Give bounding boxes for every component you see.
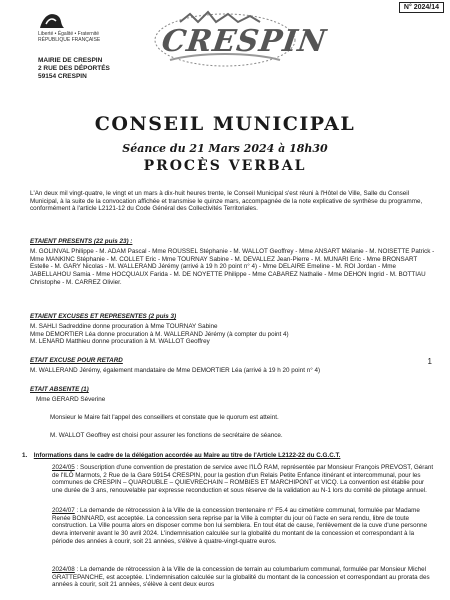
decision-text: : La demande de rétrocession à la Ville de la concession de terrain au columbarium communal, formulée par Monsieur Michel GRATTEPANCHE, est acceptée. L'indemnisation calculée sur la globalité du montant de la concession et correspondant au prorata des années à courir, soit 21 années, s'élève à cent deux euros: [52, 566, 430, 589]
agenda-item-1: [22, 452, 435, 460]
excused-heading: ETAIENT EXCUSES ET REPRESENTES (2 puis 3): [30, 313, 177, 320]
quorum-statement: Monsieur le Maire fait l'appel des conseillers et constate que le quorum est atteint.: [50, 414, 279, 421]
excused-list: [30, 323, 435, 346]
reference-number: N° 2024/14: [399, 2, 444, 13]
absent-heading: ETAIT ABSENTE (1): [30, 386, 89, 393]
decision-paragraph: [52, 566, 435, 589]
decision-text: : Souscription d'une convention de prestation de service avec l'ILÔ RAM, représentée par Monsieur François PREVOST, Gérant de l'ILÔ Marmots, 2 Rue de la Gare 59154 CRESPIN, pour la gestion d'un Relais Petite Enfance itinérant et intercommunal, pour les communes de CRESPIN – QUAROUBLE – QUIEVRECHAIN – ROMBIES ET MARCHIPONT et VICQ. La convention est établie pour une durée de 3 ans, renouvelable par expresse reconduction et sous réserve de la validation au N-1 lors du comité de pilotage annuel.: [52, 464, 434, 495]
letterhead: [0, 0, 450, 90]
agenda-item-title: Informations dans le cadre de la délégation accordée au Maire au titre de l'Article L2122-22 du C.G.C.T.: [33, 452, 341, 459]
late-text: M. WALLERAND Jérémy, également mandataire de Mme DEMORTIER Léa (arrivé à 19 h 20 point n° 4): [30, 367, 321, 374]
town-logo-text: CRESPIN: [159, 24, 329, 59]
proces-verbal-heading: PROCÈS VERBAL: [143, 158, 307, 174]
decision-ref: 2024/08: [52, 566, 75, 573]
excused-line: M. LENARD Matthieu donne procuration à M. WALLOT Geoffrey: [30, 338, 210, 346]
decision-ref: 2024/07: [52, 507, 75, 514]
decision-paragraph: [52, 464, 435, 495]
rf-motto-line: Liberté • Égalité • Fraternité: [38, 31, 100, 37]
present-heading: ETAIENT PRESENTS (22 puis 23) :: [30, 238, 133, 245]
excused-line: M. SAHLI Sadreddine donne procuration à Mme TOURNAY Sabine: [30, 323, 218, 330]
address-line: 2 RUE DES DÉPORTÉS: [38, 65, 110, 72]
page-number: 1: [427, 357, 432, 366]
decision-ref: 2024/05: [52, 464, 75, 471]
excused-line: Mme DEMORTIER Léa donne procuration à M. WALLERAND Jérémy (à compter du point 4): [30, 330, 289, 338]
rf-motto-line: RÉPUBLIQUE FRANÇAISE: [38, 37, 101, 43]
address-line: 59154 CRESPIN: [38, 73, 87, 80]
address-line: MAIRIE DE CRESPIN: [38, 57, 103, 64]
republique-francaise-logo: [38, 10, 66, 30]
late-heading: ETAIT EXCUSE POUR RETARD: [30, 357, 123, 364]
document-title: CONSEIL MUNICIPAL: [94, 113, 356, 135]
decision-text: : La demande de rétrocession à la Ville de la concession trentenaire n° F5.4 au cimetière communal, formulée par Madame Renée BONNARD, est acceptée. La concession sera reprise par la Ville à compter du jour où l'acte en sera rendu, libre de toute construction. La Ville pourra alors en disposer comme bon lui semblera. En tout état de cause, l'enlèvement de la cuve d'une personne devra intervenir avant le 30 avril 2024. L'indemnisation calculée sur la globalité du montant de la concession et correspondant à la période des années à courir, soit 21 années, s'élève à quatre-vingt-quatre euros.: [52, 507, 428, 545]
absent-text: Mme GERARD Séverine: [36, 396, 106, 403]
decision-paragraph: [52, 507, 435, 546]
intro-paragraph: L'An deux mil vingt-quatre, le vingt et un mars à dix-huit heures trente, le Conseil Municipal s'est réuni à l'Hôtel de Ville, Salle du Conseil Municipal, à la suite de la convocation affichée et transmise le quinze mars, accompagnée de la note explicative de synthèse du programme, conformément à l'article L2121-12 du Code Général des Collectivités Territoriales.: [30, 190, 423, 213]
present-list: M. GOLINVAL Philippe - M. ADAM Pascal - Mme ROUSSEL Stéphanie - M. WALLOT Geoffrey - Mme ANSART Mélanie - M. NOISETTE Patrick - Mme MANKINC Stéphanie - M. COLLET Eric - Mme TOURNAY Sabine - M. DEVALLEZ Jean-Pierre - M. MUNARI Eric - Mme BRONSART Estelle - M. GARY Nicolas - M. WALLERAND Jérémy (arrivé à 19 h 20 point n° 4) - Mme DELAIRE Emeline - M. ROI Jordan - Mme JABELLAHOU Samia - Mme HOCQUAUX Farida - M. DE NOYETTE Philippe - Mme CABAREZ Nathalie - Mme DEHON Ingrid - M. BOTTIAU Christophe - M. CARREZ Olivier.: [30, 248, 435, 286]
mairie-address: [38, 57, 110, 81]
agenda-item-number: 1.: [22, 452, 28, 459]
seance-date: Séance du 21 Mars 2024 à 18h30: [122, 142, 328, 155]
secretary-statement: M. WALLOT Geoffrey est choisi pour assurer les fonctions de secrétaire de séance.: [50, 432, 283, 439]
rf-mottos: [38, 31, 100, 43]
